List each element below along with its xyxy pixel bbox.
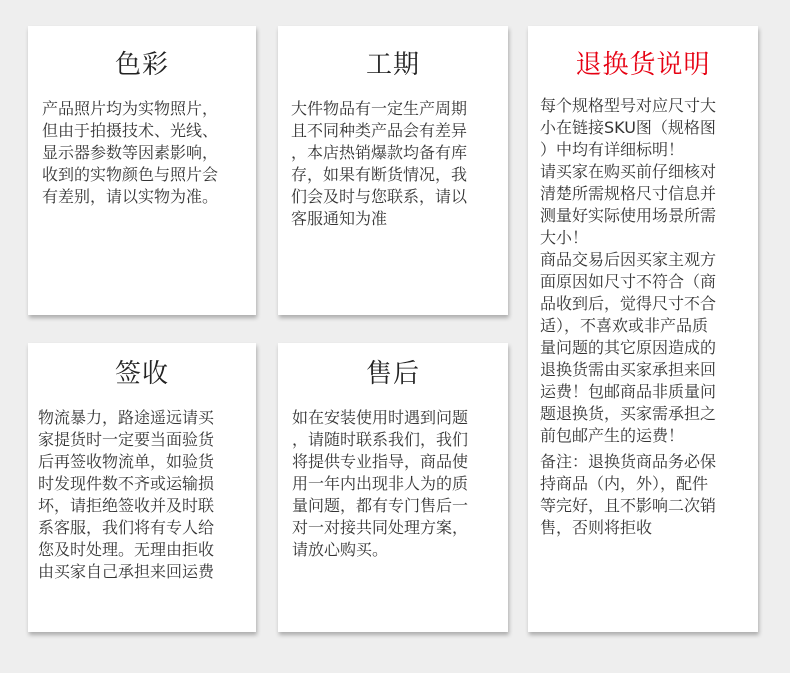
card-body-sign-for: [28, 389, 256, 583]
body-line: 小在链接SKU图（规格图: [540, 118, 716, 137]
body-line: 将提供专业指导，商品使: [292, 452, 469, 471]
body-line: 们会及时与您联系，请以: [291, 187, 468, 206]
body-line: 产品照片均为实物照片，: [42, 99, 219, 118]
body-line: 每个规格型号对应尺寸大: [540, 96, 717, 115]
note-line: 售，否则将拒收: [540, 518, 653, 537]
card-after-sales: [278, 343, 508, 632]
card-title-period: 工期: [365, 50, 420, 80]
body-line: 请放心购买。: [292, 540, 389, 559]
body-line: 后再签收物流单，如验货: [38, 452, 215, 471]
note-line: 等完好，且不影响二次销: [540, 496, 717, 515]
card-title-after-sales: 售后: [365, 359, 420, 389]
body-line: ，请随时联系我们，我们: [292, 430, 469, 449]
body-line: 且不同种类产品会有差异: [291, 121, 468, 140]
card-body-period: [278, 80, 508, 230]
body-line: ）中均有详细标明！: [540, 140, 685, 159]
body-line: 大件物品有一定生产周期: [291, 99, 468, 118]
body-line: 用一年内出现非人为的质: [292, 474, 469, 493]
card-period: [278, 26, 508, 315]
card-body-color: [28, 80, 256, 208]
body-line: 清楚所需规格尺寸信息并: [540, 184, 717, 203]
note-line: 备注：退换货商品务必保: [540, 452, 717, 471]
card-title-return-policy: 退换货说明: [575, 50, 711, 80]
body-line: 存，如果有断货情况，我: [291, 165, 468, 184]
body-line: 物流暴力，路途遥远请买: [38, 408, 215, 427]
body-line: 大小！: [540, 228, 589, 247]
body-line: 对一对接共同处理方案，: [292, 518, 469, 537]
body-line: 品收到后，觉得尺寸不合: [540, 294, 717, 313]
body-line: 显示器参数等因素影响，: [42, 143, 219, 162]
card-return-policy: [528, 26, 758, 632]
body-line: 适），不喜欢或非产品质: [540, 316, 709, 335]
body-line: 系客服，我们将有专人给: [38, 518, 215, 537]
body-line: 收到的实物颜色与照片会: [42, 165, 219, 184]
card-sign-for: [28, 343, 256, 632]
body-line: 家提货时一定要当面验货: [38, 430, 215, 449]
body-line: 运费！包邮商品非质量问: [540, 382, 717, 401]
body-line: 有差别，请以实物为准。: [42, 187, 219, 206]
body-line: 但由于拍摄技术、光线、: [42, 121, 219, 140]
note-line: 持商品（内，外），配件: [540, 474, 709, 493]
card-title-color: 色彩: [114, 50, 169, 80]
body-line: 面原因如尺寸不符合（商: [540, 272, 717, 291]
body-line: 题退换货，买家需承担之: [540, 404, 717, 423]
card-body-after-sales: [278, 389, 508, 561]
body-line: 量问题，都有专门售后一: [292, 496, 469, 515]
card-color: [28, 26, 256, 315]
body-line: 如在安装使用时遇到问题: [292, 408, 469, 427]
body-line: ，本店热销爆款均备有库: [291, 143, 468, 162]
body-line: 客服通知为准: [291, 209, 388, 228]
card-body-return-policy: [528, 80, 758, 539]
body-line: 您及时处理。无理由拒收: [38, 540, 215, 559]
body-line: 请买家在购买前仔细核对: [540, 162, 717, 181]
body-line: 坏，请拒绝签收并及时联: [38, 496, 215, 515]
body-line: 测量好实际使用场景所需: [540, 206, 717, 225]
body-line: 由买家自己承担来回运费: [38, 562, 215, 581]
body-line: 时发现件数不齐或运输损: [38, 474, 215, 493]
body-line: 前包邮产生的运费！: [540, 426, 685, 445]
body-line: 商品交易后因买家主观方: [540, 250, 717, 269]
body-line: 量问题的其它原因造成的: [540, 338, 717, 357]
card-title-sign-for: 签收: [114, 359, 169, 389]
body-line: 退换货需由买家承担来回: [540, 360, 717, 379]
